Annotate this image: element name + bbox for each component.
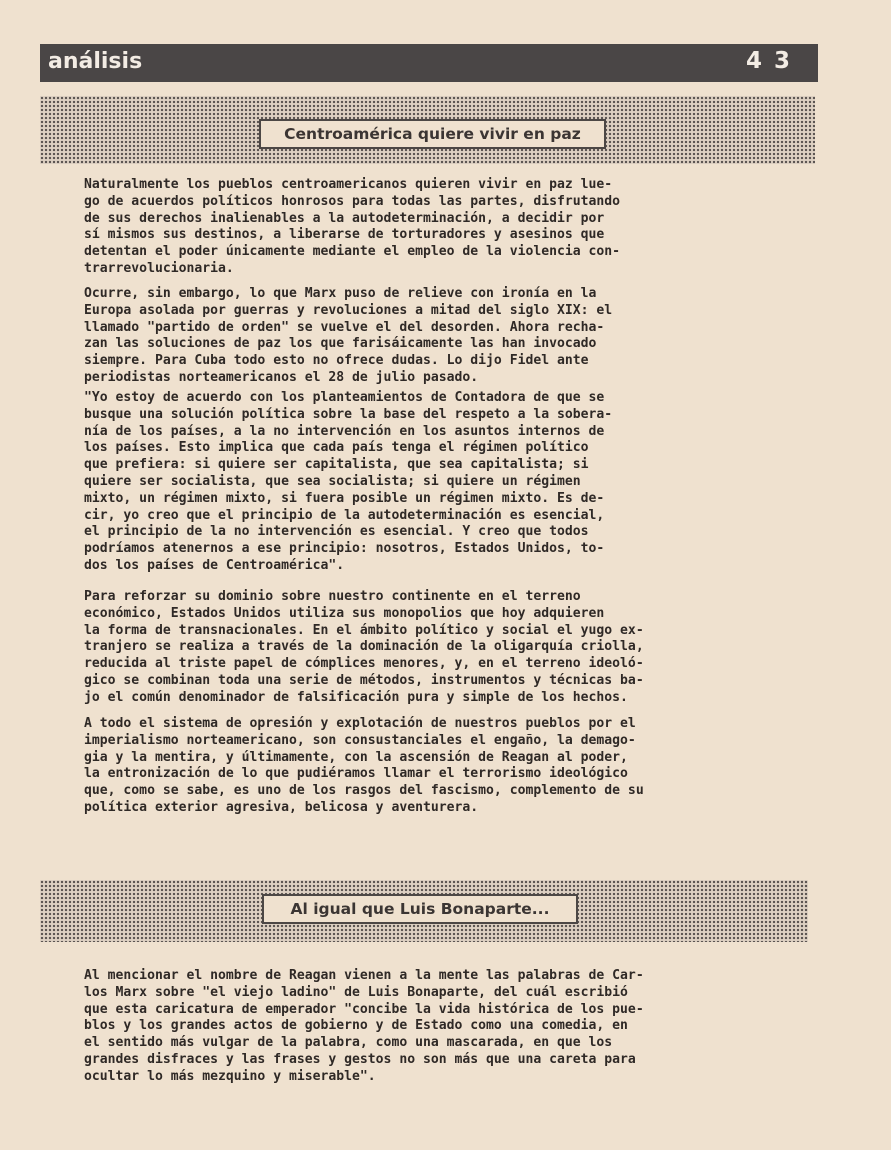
paragraph-6: Al mencionar el nombre de Reagan vienen a la mente las palabras de Car- los Marx sobre "el viejo ladino" de Luis Bonaparte, del cuál escribió que esta caricatura de emperador "concibe la vida histórica de los pue- blos y los grandes actos de gobierno y de Estado como una comedia, en el sentido más vulgar de la palabra, como una mascarada, en que los grandes disfraces y las frases y gestos no son más que una careta para ocultar lo más mezquino y miserable". bbox=[84, 968, 644, 1084]
section-name: análisis bbox=[48, 49, 143, 74]
section-title-1: Centroamérica quiere vivir en paz bbox=[259, 119, 606, 149]
page-number: 4 3 bbox=[745, 48, 792, 74]
paragraph-3: "Yo estoy de acuerdo con los planteamientos de Contadora de que se busque una solución política sobre la base del respeto a la sobera- nía de los países, a la no intervención en los asuntos internos de los países. Esto implica que cada país tenga el régimen político que prefiera: si quiere ser capitalista, que sea capitalista; si quiere ser socialista, que sea socialista; si quiere un régimen mixto, un régimen mixto, si fuera posible un régimen mixto. Es de- cir, yo creo que el principio de la autodeterminación es esencial, el principio de la no intervención es esencial. Y creo que todos podríamos atenernos a ese principio: nosotros, Estados Unidos, to- dos los países de Centroamérica". bbox=[84, 390, 613, 573]
section-title-2: Al igual que Luis Bonaparte... bbox=[262, 894, 578, 924]
paragraph-1: Naturalmente los pueblos centroamericanos quieren vivir en paz lue- go de acuerdos políticos honrosos para todas las partes, disfrutando de sus derechos inalienables a la autodeterminación, a decidir por sí mismos sus destinos, a liberarse de torturadores y asesinos que detentan el poder únicamente mediante el empleo de la violencia con- trarrevolucionaria. bbox=[84, 177, 621, 276]
section-header-bar bbox=[40, 44, 818, 82]
paragraph-4: Para reforzar su dominio sobre nuestro continente en el terreno económico, Estados Unidos utiliza sus monopolios que hoy adquieren la forma de transnacionales. En el ámbito político y social el yugo ex- tranjero se realiza a través de la dominación de la oligarquía criolla, reducida al triste papel de cómplices menores, y, en el terreno ideoló- gico se combinan toda una serie de métodos, instrumentos y técnicas ba- jo el común denominador de falsificación pura y simple de los hechos. bbox=[84, 589, 644, 705]
paragraph-2: Ocurre, sin embargo, lo que Marx puso de relieve con ironía en la Europa asolada por guerras y revoluciones a mitad del siglo XIX: el llamado "partido de orden" se vuelve el del desorden. Ahora recha- zan las soluciones de paz los que farisáicamente las han invocado siempre. Para Cuba todo esto no ofrece dudas. Lo dijo Fidel ante periodistas norteamericanos el 28 de julio pasado. bbox=[84, 286, 613, 385]
paragraph-5: A todo el sistema de opresión y explotación de nuestros pueblos por el imperialismo norteamericano, son consustanciales el engaño, la demago- gia y la mentira, y últimamente, con la ascensión de Reagan al poder, la entronización de lo que pudiéramos llamar el terrorismo ideológico que, como se sabe, es uno de los rasgos del fascismo, complemento de su política exterior agresiva, belicosa y aventurera. bbox=[84, 716, 644, 815]
